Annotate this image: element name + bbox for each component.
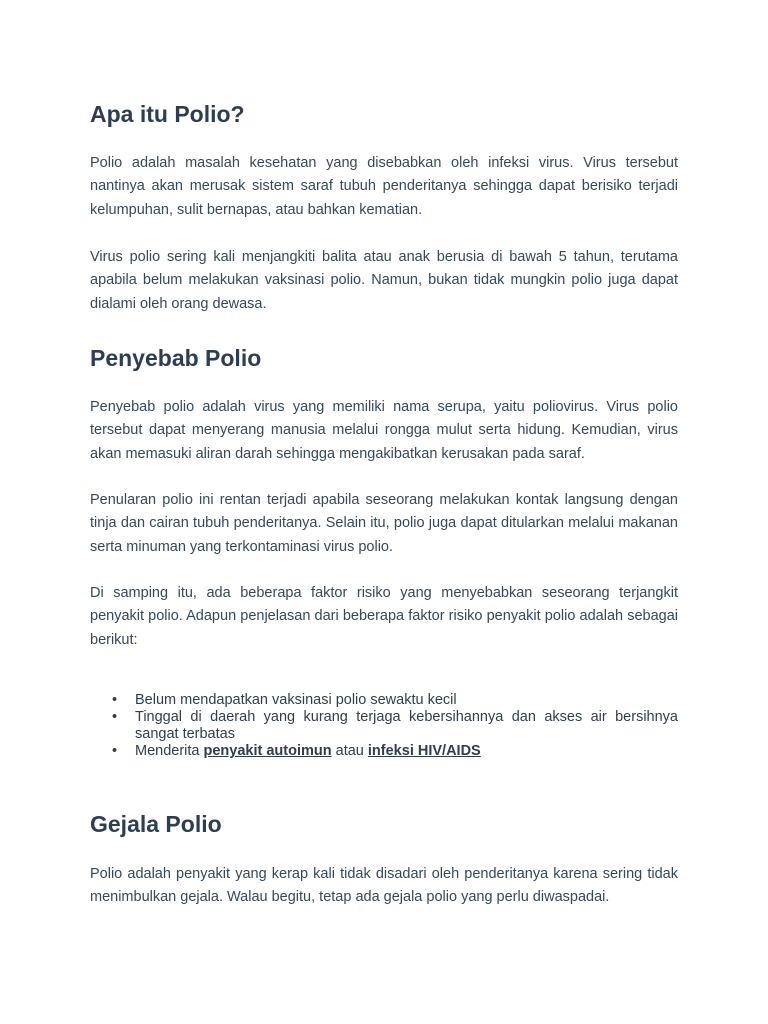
heading-gejala-polio: Gejala Polio [90, 811, 222, 837]
paragraph-faktor-risiko: Di samping itu, ada beberapa faktor risiko yang menyebabkan seseorang terjangkit penyakit polio. Adapun penjelasan dari beberapa faktor risiko penyakit polio adalah sebagai berikut: [90, 585, 678, 648]
list-item [90, 743, 678, 760]
paragraph-definisi-polio: Polio adalah masalah kesehatan yang disebabkan oleh infeksi virus. Virus tersebut nantinya akan merusak sistem saraf tubuh penderitanya sehingga dapat berisiko terjadi kelumpuhan, sulit bernapas, atau bahkan kematian. [90, 155, 678, 218]
link-infeksi-hiv-aids[interactable]: infeksi HIV/AIDS [367, 743, 481, 759]
paragraph-virus-balita: Virus polio sering kali menjangkiti balita atau anak berusia di bawah 5 tahun, terutama apabila belum melakukan vaksinasi polio. Namun, bukan tidak mungkin polio juga dapat dialami oleh orang dewasa. [90, 249, 678, 312]
list-item-prefix: Menderita [135, 743, 204, 759]
list-item-text: Belum mendapatkan vaksinasi polio sewaktu kecil [135, 692, 457, 708]
list-item-conjunction: atau [331, 743, 368, 759]
paragraph-penyebab: Penyebab polio adalah virus yang memiliki nama serupa, yaitu poliovirus. Virus polio tersebut dapat menyerang manusia melalui rongga mulut serta hidung. Kemudian, virus akan memasuki aliran darah sehingga mengakibatkan kerusakan pada saraf. [90, 399, 678, 462]
list-item [90, 709, 678, 743]
paragraph-gejala: Polio adalah penyakit yang kerap kali tidak disadari oleh penderitanya karena sering tidak menimbulkan gejala. Walau begitu, tetap ada gejala polio yang perlu diwaspadai. [90, 866, 678, 906]
heading-penyebab-polio: Penyebab Polio [90, 345, 262, 371]
paragraph-penularan: Penularan polio ini rentan terjadi apabila seseorang melakukan kontak langsung dengan tinja dan cairan tubuh penderitanya. Selain itu, polio juga dapat ditularkan melalui makanan serta minuman yang terkontaminasi virus polio. [90, 492, 678, 555]
list-item [90, 692, 678, 709]
risk-factor-list [90, 692, 678, 760]
heading-apa-itu-polio: Apa itu Polio? [90, 101, 245, 127]
link-penyakit-autoimun[interactable]: penyakit autoimun [203, 743, 332, 759]
list-item-text: Tinggal di daerah yang kurang terjaga kebersihannya dan akses air bersihnya sangat terbatas [135, 709, 678, 742]
